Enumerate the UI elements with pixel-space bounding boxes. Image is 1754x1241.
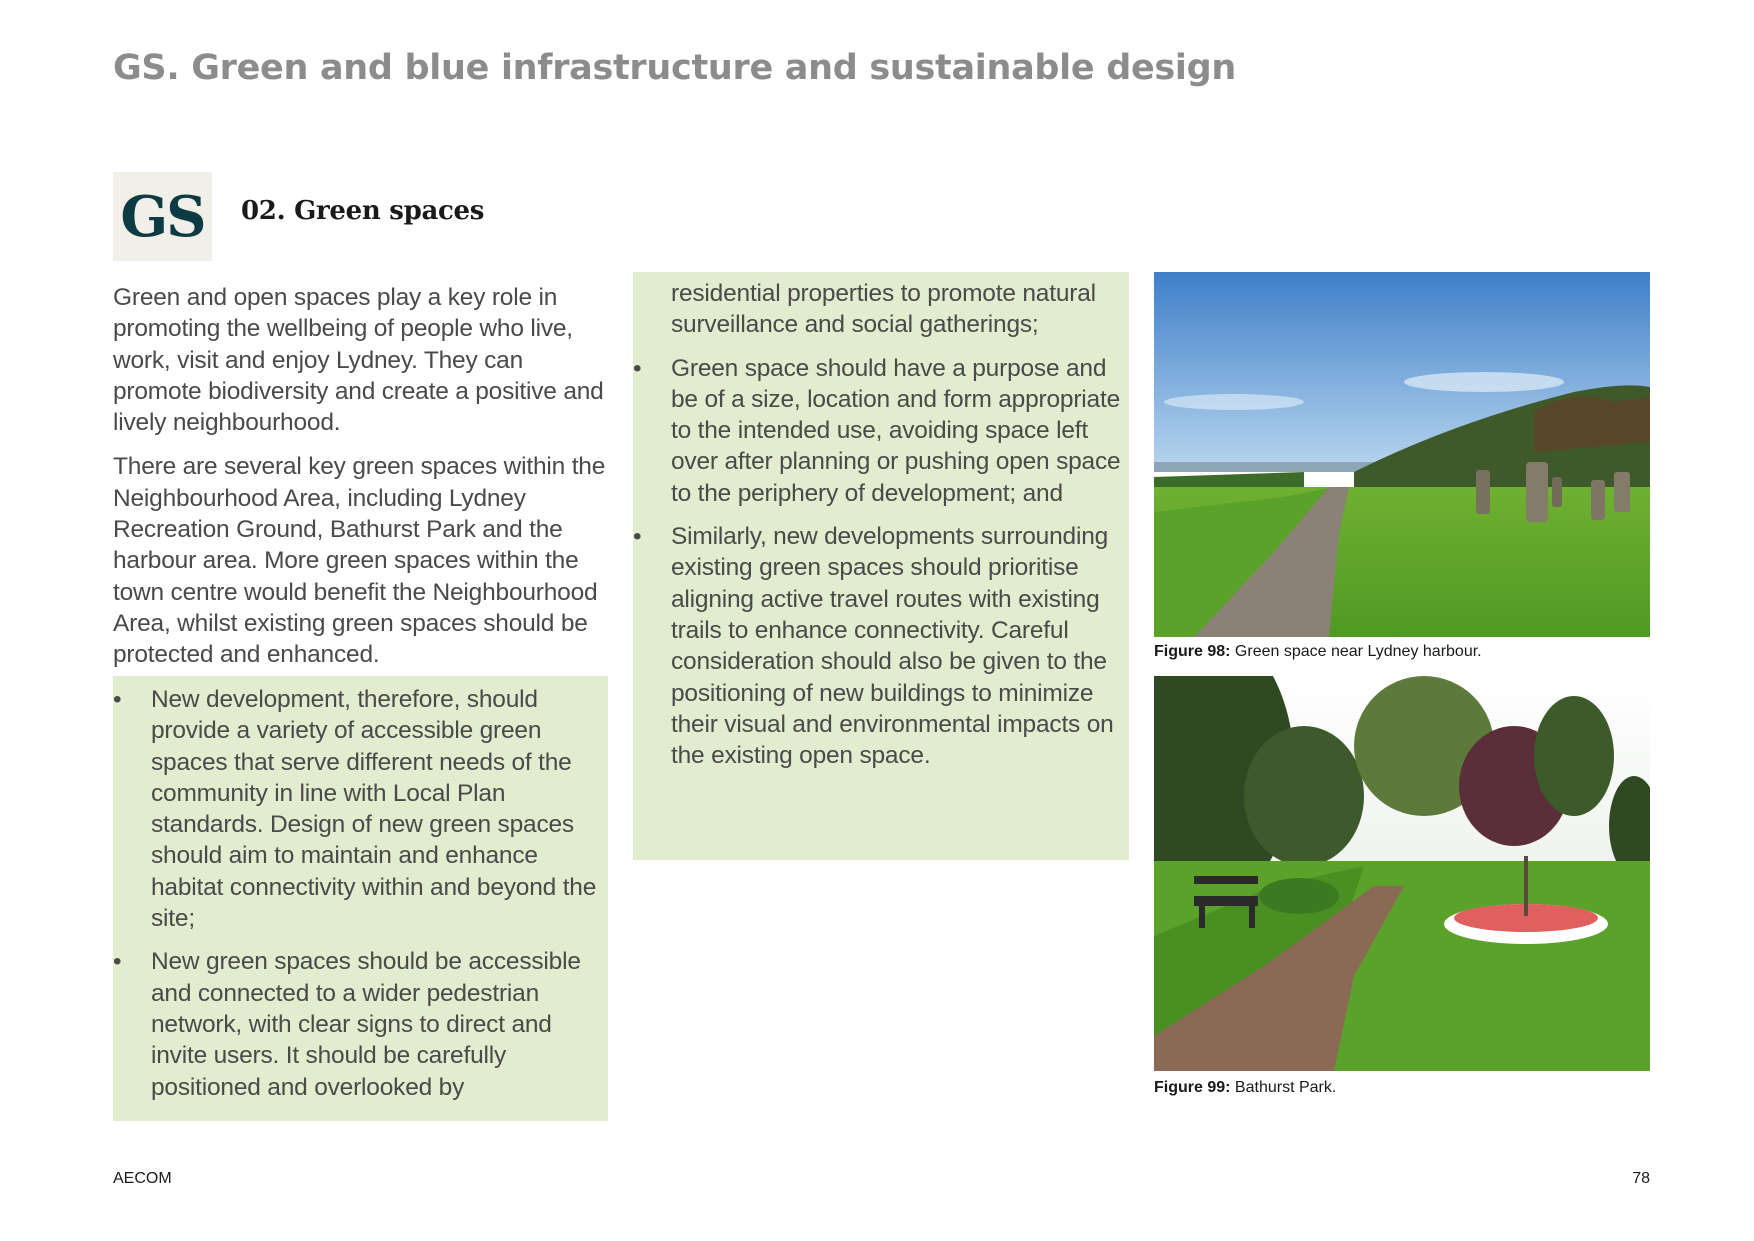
harbour-green-space-image [1154,272,1650,637]
section-badge: GS [113,172,212,261]
intro-paragraph: There are several key green spaces within the Neighbourhood Area, including Lydney Recreation Ground, Bathurst Park and the harbour area. More green spaces within the town centre would benefit the Neighbourhood Area, whilst existing green spaces should be protected and enhanced. [113,453,606,669]
figure-98-caption [1154,643,1482,661]
intro-paragraph: Green and open spaces play a key role in promoting the wellbeing of people who live, work, visit and enjoy Lydney. They can promote biodiversity and create a positive and lively neighbourhood. [113,284,604,437]
guideline-item: • New development, therefore, should provide a variety of accessible green spaces that serve different needs of the community in line with Local Plan standards. Design of new green spaces should aim to maintain and enhance habitat connectivity within and beyond the site; [151,684,598,934]
figure-99-caption [1154,1079,1336,1097]
page-title: GS. Green and blue infrastructure and sustainable design [113,48,1236,88]
guidelines-box-1 [113,676,608,1121]
figure-caption-text: Bathurst Park. [1234,1079,1337,1096]
footer-company: AECOM [113,1170,172,1187]
guideline-item: • Green space should have a purpose and be of a size, location and form appropriate to the intended use, avoiding space left over after planning or pushing open space to the periphery of development; and [671,353,1129,509]
guidelines-list [671,353,1129,772]
guidelines-box-2 [633,272,1129,860]
figure-label: Figure 98: [1154,643,1231,660]
section-heading: 02. Green spaces [241,196,485,226]
figure-99-photo [1154,676,1650,1071]
figure-label: Figure 99: [1154,1079,1231,1096]
bathurst-park-image [1154,676,1650,1071]
page-number: 78 [1632,1170,1650,1187]
guideline-item: • Similarly, new developments surrounding existing green spaces should prioritise aligning active travel routes with existing trails to enhance connectivity. Careful consideration should also be given to the positioning of new buildings to minimize their visual and environmental impacts on the existing open space. [671,521,1129,771]
intro-text [113,282,613,684]
figure-98-photo [1154,272,1650,637]
guidelines-list [151,684,598,1103]
guideline-item: • New green spaces should be accessible and connected to a wider pedestrian network, with clear signs to direct and invite users. It should be carefully positioned and overlooked by [151,946,598,1102]
figure-caption-text: Green space near Lydney harbour. [1234,643,1482,660]
guideline-continuation: residential properties to promote natural surveillance and social gatherings; [671,280,1096,339]
